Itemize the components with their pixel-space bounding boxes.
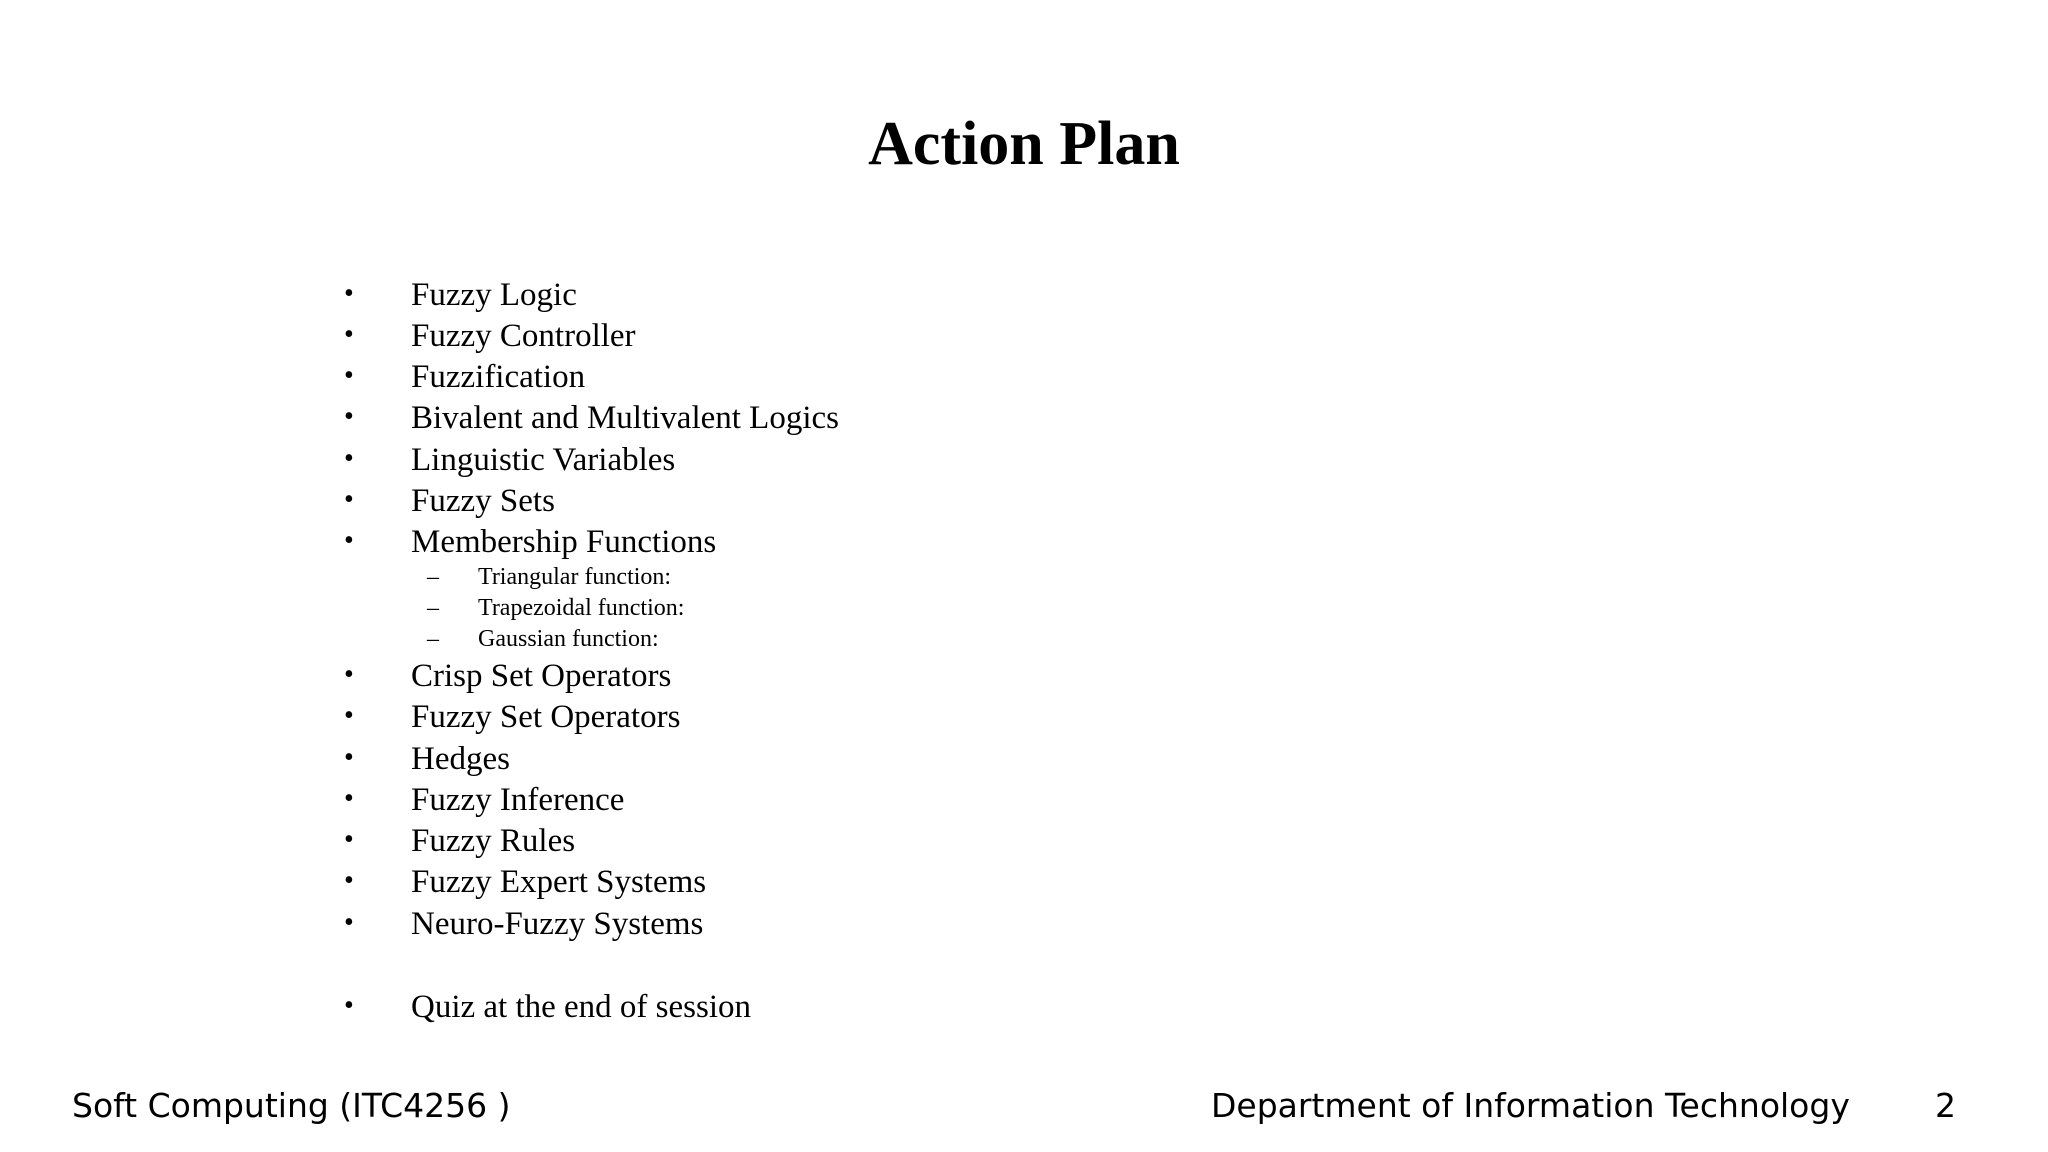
list-item-label: Fuzzy Inference (411, 782, 625, 818)
sub-list-item (0, 562, 1400, 592)
list-item (0, 697, 1400, 737)
list-item-label: Fuzzy Sets (411, 483, 555, 519)
sub-bullet: – (427, 595, 439, 621)
list-item-label: Fuzzy Logic (411, 277, 577, 313)
list-item-label: Neuro-Fuzzy Systems (411, 906, 704, 942)
sub-bullet: – (427, 564, 439, 590)
list-item (0, 275, 1400, 315)
list-item (0, 357, 1400, 397)
list-item-label: Fuzzy Set Operators (411, 699, 681, 735)
bullet: • (344, 443, 354, 474)
sub-list-item-label: Triangular function: (478, 564, 672, 590)
list-item-label: Bivalent and Multivalent Logics (411, 400, 840, 436)
bullet: • (344, 659, 354, 690)
bullet: • (344, 824, 354, 855)
list-item-label: Crisp Set Operators (411, 658, 672, 694)
list-item (0, 522, 1400, 562)
list-item-label: Hedges (411, 741, 510, 777)
bullet: • (344, 319, 354, 350)
bullet: • (344, 990, 354, 1021)
sub-list-item (0, 593, 1400, 623)
bullet: • (344, 525, 354, 556)
list-item (0, 739, 1400, 779)
list-item (0, 440, 1400, 480)
list-item (0, 398, 1400, 438)
list-item-label: Fuzzy Controller (411, 318, 636, 354)
sub-list-item-label: Gaussian function: (478, 626, 659, 652)
page-number: 2 (1935, 1086, 1956, 1125)
bullet: • (344, 742, 354, 773)
list-item (0, 821, 1400, 861)
footer-course: Soft Computing (ITC4256 ) (72, 1086, 511, 1125)
bullet: • (344, 865, 354, 896)
sub-list-item-label: Trapezoidal function: (478, 595, 685, 621)
footer-department: Department of Information Technology (1211, 1086, 1850, 1125)
list-item-label: Linguistic Variables (411, 442, 676, 478)
bullet: • (344, 401, 354, 432)
sub-bullet: – (427, 626, 439, 652)
list-item (0, 780, 1400, 820)
list-item-label: Fuzzy Expert Systems (411, 864, 707, 900)
list-item (0, 656, 1400, 696)
list-item-label: Membership Functions (411, 524, 717, 560)
sub-list-item (0, 624, 1400, 654)
bullet: • (344, 907, 354, 938)
list-item (0, 904, 1400, 944)
list-item-label: Fuzzy Rules (411, 823, 576, 859)
list-item-label: Fuzzification (411, 359, 586, 395)
bullet: • (344, 360, 354, 391)
list-item (0, 481, 1400, 521)
list-item (0, 987, 1400, 1027)
bullet: • (344, 783, 354, 814)
bullet: • (344, 700, 354, 731)
list-item-label: Quiz at the end of session (411, 989, 752, 1025)
list-item (0, 862, 1400, 902)
bullet: • (344, 278, 354, 309)
bullet: • (344, 484, 354, 515)
list-item (0, 316, 1400, 356)
slide-title: Action Plan (868, 110, 1180, 178)
